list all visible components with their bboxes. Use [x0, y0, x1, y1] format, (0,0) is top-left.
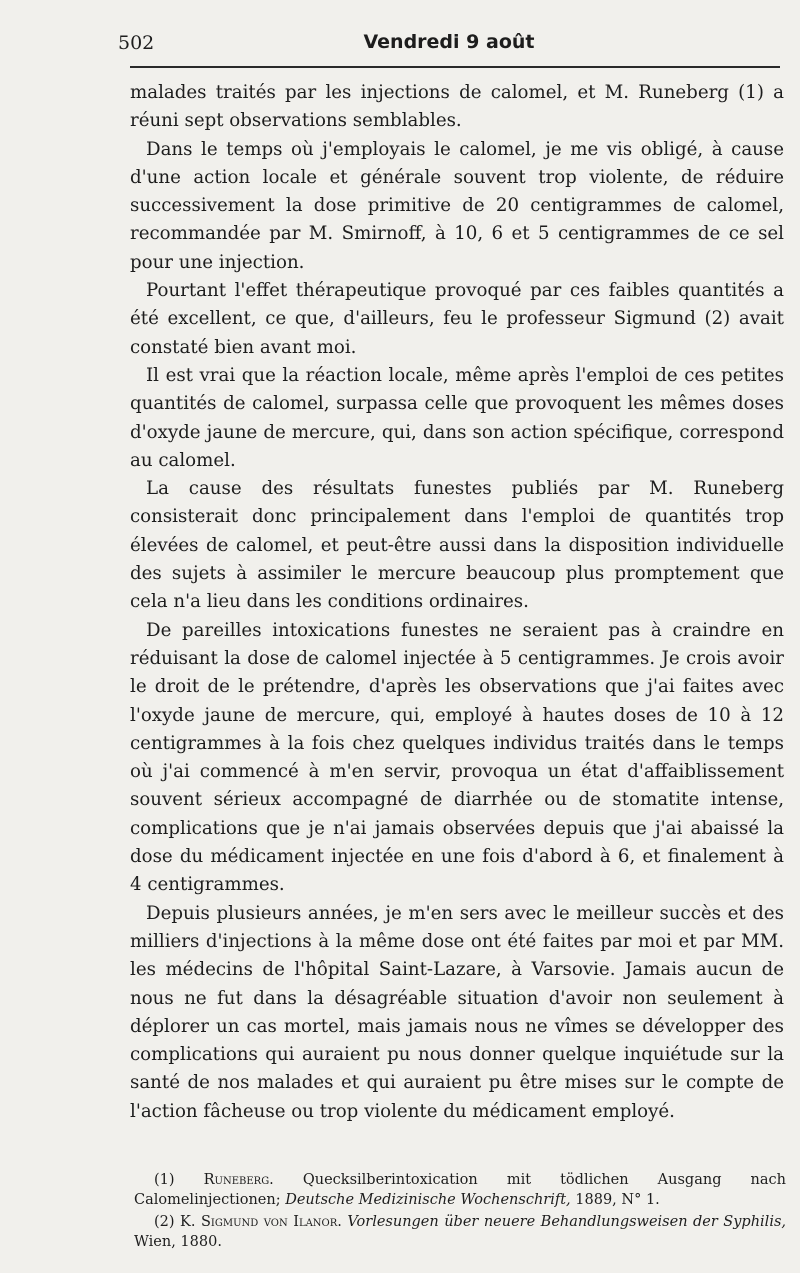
paragraph: Depuis plusieurs années, je m'en sers avec le meilleur succès et des milliers d'injections à la même dose ont été faites par moi et par MM. les médecins de l'hôpital Saint-Lazare, à Varsovie. Jamais aucun de nous ne fut dans la désagréable situation d'avoir non seulement à déplorer un cas mortel, mais jamais nous ne vîmes se développer des complications qui auraient pu nous donner quelque inquiétude sur la santé de nos malades et qui auraient pu être mises sur le compte de l'action fâcheuse ou trop violente du médicament employé. [130, 902, 784, 1122]
footnote-tail: 1889, N° 1. [575, 1192, 660, 1208]
page-number: 502 [118, 32, 155, 54]
footnote-author: K. Sigmund von Ilanor. [180, 1214, 342, 1230]
footnotes [134, 1170, 786, 1254]
footnote-text: Quecksilberintoxication mit tödlichen Ausgang nach Calomelinjectionen; [134, 1172, 786, 1208]
running-title: Vendredi 9 août [363, 31, 535, 53]
header-rule [130, 66, 780, 68]
footnote-author: Runeberg. [203, 1172, 274, 1188]
paragraph: De pareilles intoxications funestes ne seraient pas à craindre en réduisant la dose de calomel injectée à 5 centigrammes. Je crois avoir le droit de le prétendre, d'après les observations que j'ai faites avec l'oxyde jaune de mercure, qui, employé à hautes doses de 10 à 12 centigrammes à la fois chez quelques individus traités dans le temps où j'ai commencé à m'en servir, provoqua un état d'affaiblissement souvent sérieux accompagné de diarrhée ou de stomatite intense, complications que je n'ai jamais observées depuis que j'ai abaissé la dose du médicament injectée en une fois d'abord à 6, et finalement à 4 centigrammes. [130, 619, 784, 896]
paragraph: Il est vrai que la réaction locale, même après l'emploi de ces petites quantités de calomel, surpassa celle que provoquent les mêmes doses d'oxyde jaune de mercure, qui, dans son action spécifique, correspond au calomel. [130, 364, 784, 471]
page-header [118, 26, 780, 62]
paragraph: Pourtant l'effet thérapeutique provoqué par ces faibles quantités a été excellent, ce que, d'ailleurs, feu le professeur Sigmund (2) avait constaté bien avant moi. [130, 280, 784, 358]
footnote-mark: (1) [154, 1172, 175, 1188]
paragraph: Dans le temps où j'employais le calomel, je me vis obligé, à cause d'une action locale et générale souvent trop violente, de réduire successivement la dose primitive de 20 centigrammes de calomel, recommandée par M. Smirnoff, à 10, 6 et 5 centigrammes de ce sel pour une injection. [130, 138, 784, 273]
footnote-tail: Wien, 1880. [134, 1234, 222, 1250]
footnote-mark: (2) [154, 1214, 175, 1230]
paragraph: La cause des résultats funestes publiés par M. Runeberg consisterait donc principalement dans l'emploi de quantités trop élevées de calomel, et peut-être aussi dans la disposition individuelle des sujets à assimiler le mercure beaucoup plus promptement que cela n'a lieu dans les conditions ordinaires. [130, 478, 784, 613]
footnote-2 [134, 1212, 786, 1252]
body-text [130, 79, 784, 1126]
footnote-1 [134, 1170, 786, 1210]
footnote-title: Vorlesungen über neuere Behandlungsweisen der Syphilis, [347, 1214, 787, 1230]
footnote-journal: Deutsche Medizinische Wochenschrift, [285, 1192, 571, 1208]
paragraph: malades traités par les injections de calomel, et M. Runeberg (1) a réuni sept observations semblables. [130, 82, 784, 132]
